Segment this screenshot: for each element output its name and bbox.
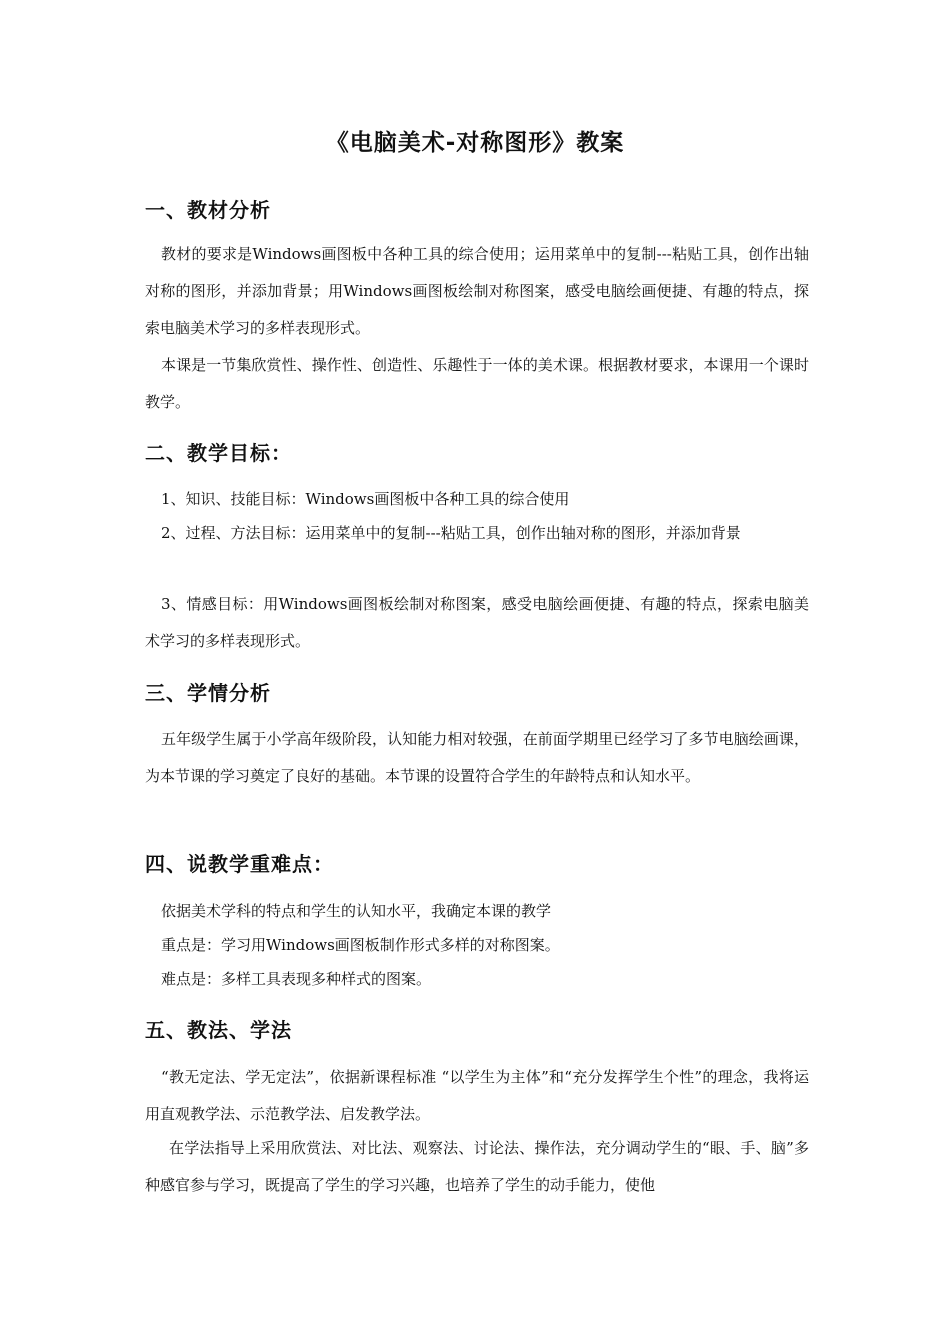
paragraph-difficult-point: 难点是：多样工具表现多种样式的图案。 xyxy=(161,970,432,988)
paragraph-goal-emotions: 3、情感目标：用Windows画图板绘制对称图案，感受电脑绘画便捷、有趣的特点，探索电脑美术学习的多样表现形式。 xyxy=(145,595,809,650)
paragraph-learning-methods: 在学法指导上采用欣赏法、对比法、观察法、讨论法、操作法，充分调动学生的“眼、手、脑”多种感官参与学习，既提高了学生的学习兴趣，也培养了学生的动手能力，使他 xyxy=(145,1139,809,1194)
section-heading-teaching-goals: 二、教学目标： xyxy=(145,441,292,465)
paragraph-lesson-overview: 本课是一节集欣赏性、操作性、创造性、乐趣性于一体的美术课。根据教材要求，本课用一个课时教学。 xyxy=(145,356,809,411)
section-heading-teaching-learning-methods: 五、教法、学法 xyxy=(145,1018,292,1042)
paragraph-student-analysis: 五年级学生属于小学高年级阶段，认知能力相对较强，在前面学期里已经学习了多节电脑绘画课，为本节课的学习奠定了良好的基础。本节课的设置符合学生的年龄特点和认知水平。 xyxy=(145,730,809,785)
document-title: 《电脑美术-对称图形》教案 xyxy=(325,130,625,156)
section-heading-textbook-analysis: 一、教材分析 xyxy=(145,198,271,222)
paragraph-key-point: 重点是：学习用Windows画图板制作形式多样的对称图案。 xyxy=(161,936,560,954)
section-heading-key-difficult-points: 四、说教学重难点： xyxy=(145,852,334,876)
paragraph-key-points-intro: 依据美术学科的特点和学生的认知水平，我确定本课的教学 xyxy=(161,902,552,920)
paragraph-goal-knowledge-skills: 1、知识、技能目标：Windows画图板中各种工具的综合使用 xyxy=(161,490,570,508)
paragraph-textbook-requirements: 教材的要求是Windows画图板中各种工具的综合使用；运用菜单中的复制---粘贴工具，创作出轴对称的图形，并添加背景；用Windows画图板绘制对称图案，感受电脑绘画便捷、有趣的特点，探索电脑美术学习的多样表现形式。 xyxy=(145,245,809,337)
paragraph-goal-process-methods: 2、过程、方法目标：运用菜单中的复制---粘贴工具，创作出轴对称的图形，并添加背景 xyxy=(161,524,741,542)
paragraph-teaching-methods: “教无定法、学无定法”，依据新课程标准 “以学生为主体”和“充分发挥学生个性”的理念，我将运用直观教学法、示范教学法、启发教学法。 xyxy=(145,1068,809,1123)
section-heading-student-analysis: 三、学情分析 xyxy=(145,681,271,705)
